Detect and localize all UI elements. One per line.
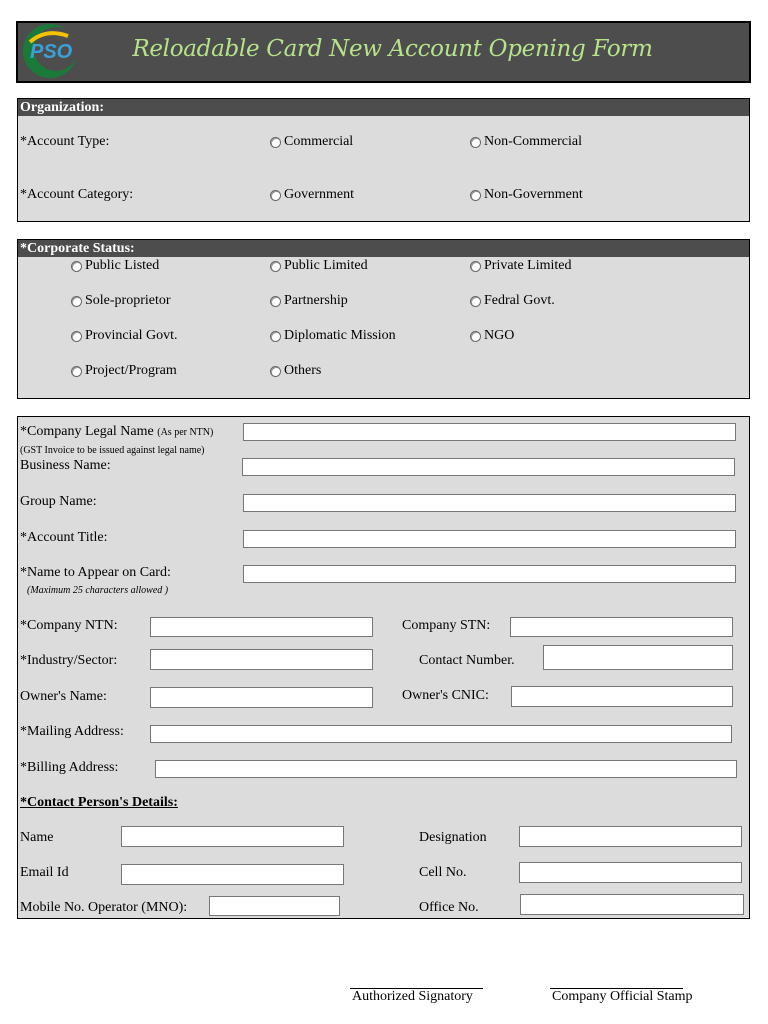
gst-note: (GST Invoice to be issued against legal name) — [20, 445, 205, 456]
logo-text: PSO — [30, 41, 73, 63]
industry-sector-field[interactable] — [150, 649, 373, 670]
radio-icon[interactable] — [270, 331, 281, 342]
company-legal-name-field[interactable] — [243, 423, 736, 441]
company-ntn-label: *Company NTN: — [20, 618, 118, 633]
authorized-signatory-label: Authorized Signatory — [352, 989, 473, 1004]
name-on-card-input[interactable] — [244, 567, 735, 583]
mailing-address-label: *Mailing Address: — [20, 724, 124, 739]
company-ntn-input[interactable] — [151, 618, 372, 636]
status-ngo[interactable]: NGO — [470, 328, 514, 344]
business-name-label: Business Name: — [20, 458, 111, 473]
organization-heading: Organization: — [18, 99, 749, 116]
status-public-listed[interactable]: Public Listed — [71, 258, 159, 274]
company-stn-label: Company STN: — [402, 618, 491, 633]
radio-icon[interactable] — [470, 331, 481, 342]
status-others[interactable]: Others — [270, 363, 321, 379]
owners-name-label: Owner's Name: — [20, 689, 107, 704]
business-name-input[interactable] — [243, 460, 734, 476]
mno-input[interactable] — [210, 897, 339, 915]
account-category-government[interactable]: Government — [270, 187, 354, 203]
radio-icon[interactable] — [470, 261, 481, 272]
company-stn-field[interactable] — [510, 617, 733, 637]
account-type-non-commercial[interactable]: Non-Commercial — [470, 134, 582, 150]
radio-icon[interactable] — [270, 190, 281, 201]
email-id-field[interactable] — [121, 864, 344, 885]
name-on-card-label: *Name to Appear on Card: — [20, 565, 171, 580]
mailing-address-input[interactable] — [151, 727, 731, 743]
company-legal-name-label: *Company Legal Name (As per NTN) — [20, 424, 214, 439]
contact-number-input[interactable] — [544, 646, 732, 669]
status-partnership[interactable]: Partnership — [270, 293, 348, 309]
radio-icon[interactable] — [270, 261, 281, 272]
account-type-label: *Account Type: — [20, 134, 110, 149]
radio-icon[interactable] — [270, 296, 281, 307]
contact-number-label: Contact Number. — [419, 653, 515, 668]
billing-address-field[interactable] — [155, 760, 737, 778]
email-id-input[interactable] — [122, 865, 343, 884]
radio-icon[interactable] — [71, 296, 82, 307]
radio-icon[interactable] — [470, 137, 481, 148]
account-title-field[interactable] — [243, 530, 736, 548]
status-diplomatic-mission[interactable]: Diplomatic Mission — [270, 328, 396, 344]
contact-name-field[interactable] — [121, 826, 344, 847]
radio-icon[interactable] — [71, 261, 82, 272]
status-federal-govt[interactable]: Fedral Govt. — [470, 293, 555, 309]
radio-icon[interactable] — [470, 190, 481, 201]
industry-sector-label: *Industry/Sector: — [20, 653, 118, 668]
company-ntn-field[interactable] — [150, 617, 373, 637]
radio-icon[interactable] — [470, 296, 481, 307]
owners-name-input[interactable] — [151, 688, 372, 707]
cell-no-input[interactable] — [520, 863, 741, 882]
owners-name-field[interactable] — [150, 687, 373, 708]
account-category-non-government[interactable]: Non-Government — [470, 187, 583, 203]
contact-name-label: Name — [20, 830, 54, 845]
office-no-input[interactable] — [521, 895, 743, 914]
account-category-label: *Account Category: — [20, 187, 134, 202]
company-stamp-label: Company Official Stamp — [552, 989, 693, 1004]
status-provincial-govt[interactable]: Provincial Govt. — [71, 328, 178, 344]
company-legal-name-input[interactable] — [244, 425, 735, 441]
status-private-limited[interactable]: Private Limited — [470, 258, 571, 274]
owners-cnic-label: Owner's CNIC: — [402, 688, 489, 703]
designation-label: Designation — [419, 830, 487, 845]
account-title-input[interactable] — [244, 532, 735, 548]
max-chars-note: (Maximum 25 characters allowed ) — [27, 585, 169, 596]
account-type-commercial[interactable]: Commercial — [270, 134, 353, 150]
name-on-card-field[interactable] — [243, 565, 736, 583]
status-public-limited[interactable]: Public Limited — [270, 258, 368, 274]
group-name-input[interactable] — [244, 496, 735, 512]
owners-cnic-field[interactable] — [511, 686, 733, 707]
designation-field[interactable] — [519, 826, 742, 847]
group-name-label: Group Name: — [20, 494, 97, 509]
radio-icon[interactable] — [270, 366, 281, 377]
organization-section — [17, 98, 750, 222]
company-stn-input[interactable] — [511, 618, 732, 636]
mailing-address-field[interactable] — [150, 725, 732, 743]
business-name-field[interactable] — [242, 458, 735, 476]
contact-name-input[interactable] — [122, 827, 343, 846]
status-sole-proprietor[interactable]: Sole-proprietor — [71, 293, 171, 309]
form-title: Reloadable Card New Account Opening Form — [132, 36, 653, 62]
owners-cnic-input[interactable] — [512, 687, 732, 706]
radio-icon[interactable] — [71, 366, 82, 377]
mno-field[interactable] — [209, 896, 340, 916]
billing-address-input[interactable] — [156, 762, 736, 778]
group-name-field[interactable] — [243, 494, 736, 512]
account-title-label: *Account Title: — [20, 530, 108, 545]
designation-input[interactable] — [520, 827, 741, 846]
contact-number-field[interactable] — [543, 645, 733, 670]
radio-icon[interactable] — [270, 137, 281, 148]
industry-sector-input[interactable] — [151, 650, 372, 669]
pso-logo — [16, 22, 84, 80]
email-id-label: Email Id — [20, 865, 69, 880]
corporate-status-heading: *Corporate Status: — [18, 240, 749, 257]
contact-person-heading: *Contact Person's Details: — [20, 795, 178, 810]
office-no-field[interactable] — [520, 894, 744, 915]
status-project-program[interactable]: Project/Program — [71, 363, 177, 379]
office-no-label: Office No. — [419, 900, 479, 915]
radio-icon[interactable] — [71, 331, 82, 342]
billing-address-label: *Billing Address: — [20, 760, 119, 775]
cell-no-label: Cell No. — [419, 865, 467, 880]
cell-no-field[interactable] — [519, 862, 742, 883]
mno-label: Mobile No. Operator (MNO): — [20, 900, 188, 915]
